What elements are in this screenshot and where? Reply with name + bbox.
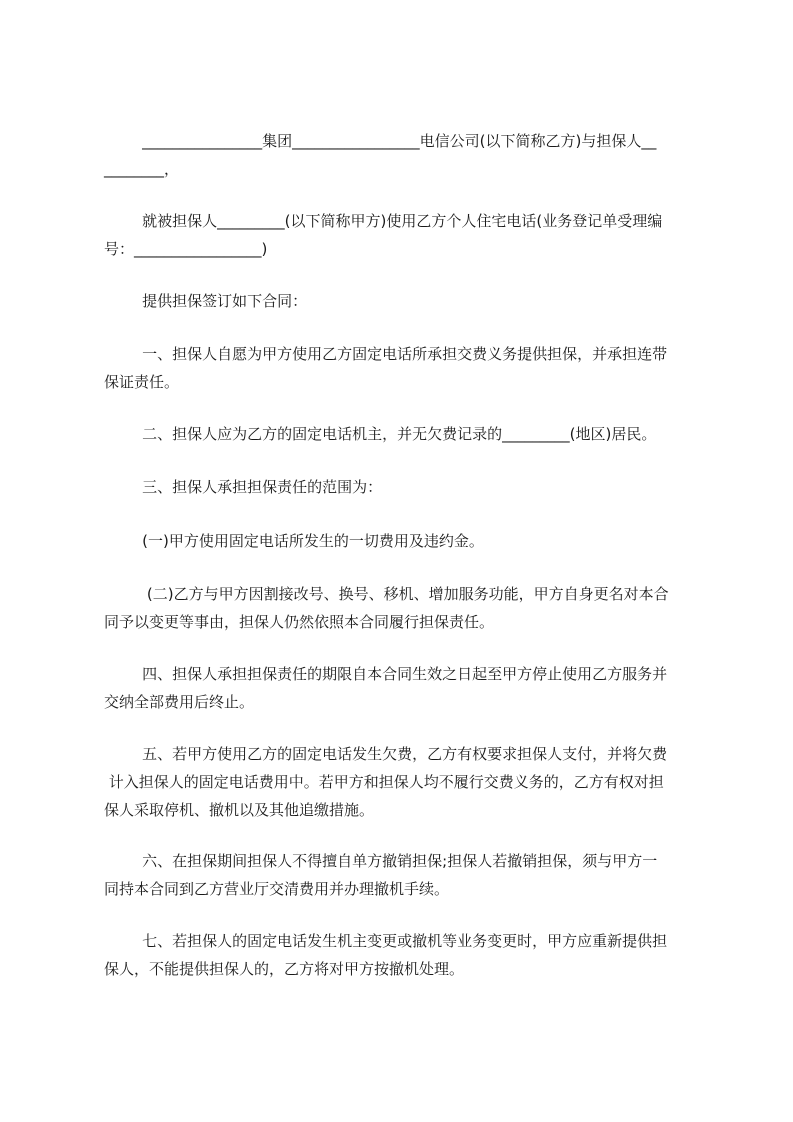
clause-3-item-1: (一)甲方使用固定电话所发生的一切费用及违约金。 bbox=[104, 532, 484, 550]
clause-6: 六、在担保期间担保人不得擅自单方撤销担保;担保人若撤销担保，须与甲方一 同持本合同到乙方营业厅交清费用并办理撤机手续。 bbox=[104, 852, 658, 898]
clause-5: 五、若甲方使用乙方的固定电话发生欠费，乙方有权要求担保人支付，并将欠费 计入担保人的固定电话费用中。若甲方和担保人均不履行交费义务的，乙方有权对担 保人采取停机、撤机以及其他追缴措施。 bbox=[104, 745, 668, 819]
clause-1: 一、担保人自愿为甲方使用乙方固定电话所承担交费义务提供担保，并承担连带 保证责任。 bbox=[104, 345, 668, 391]
paragraph-intro: 提供担保签订如下合同： bbox=[104, 292, 308, 310]
paragraph-guaranteed-party: 就被担保人_________(以下简称甲方)使用乙方个人住宅电话(业务登记单受理编 号：_________________) bbox=[104, 212, 663, 258]
paragraph-parties: ________________集团_________________电信公司(以下简称乙方)与担保人__ ________， bbox=[104, 132, 657, 178]
clause-2: 二、担保人应为乙方的固定电话机主，并无欠费记录的_________(地区)居民。 bbox=[104, 425, 657, 443]
clause-7: 七、若担保人的固定电话发生机主变更或撤机等业务变更时，甲方应重新提供担 保人，不能提供担保人的，乙方将对甲方按撤机处理。 bbox=[104, 932, 668, 978]
clause-3: 三、担保人承担担保责任的范围为： bbox=[104, 478, 383, 496]
clause-4: 四、担保人承担担保责任的期限自本合同生效之日起至甲方停止使用乙方服务并 交纳全部费用后终止。 bbox=[104, 665, 668, 711]
clause-3-item-2: (二)乙方与甲方因割接改号、换号、移机、增加服务功能，甲方自身更名对本合 同予以变更等事由，担保人仍然依照本合同履行担保责任。 bbox=[104, 585, 669, 631]
